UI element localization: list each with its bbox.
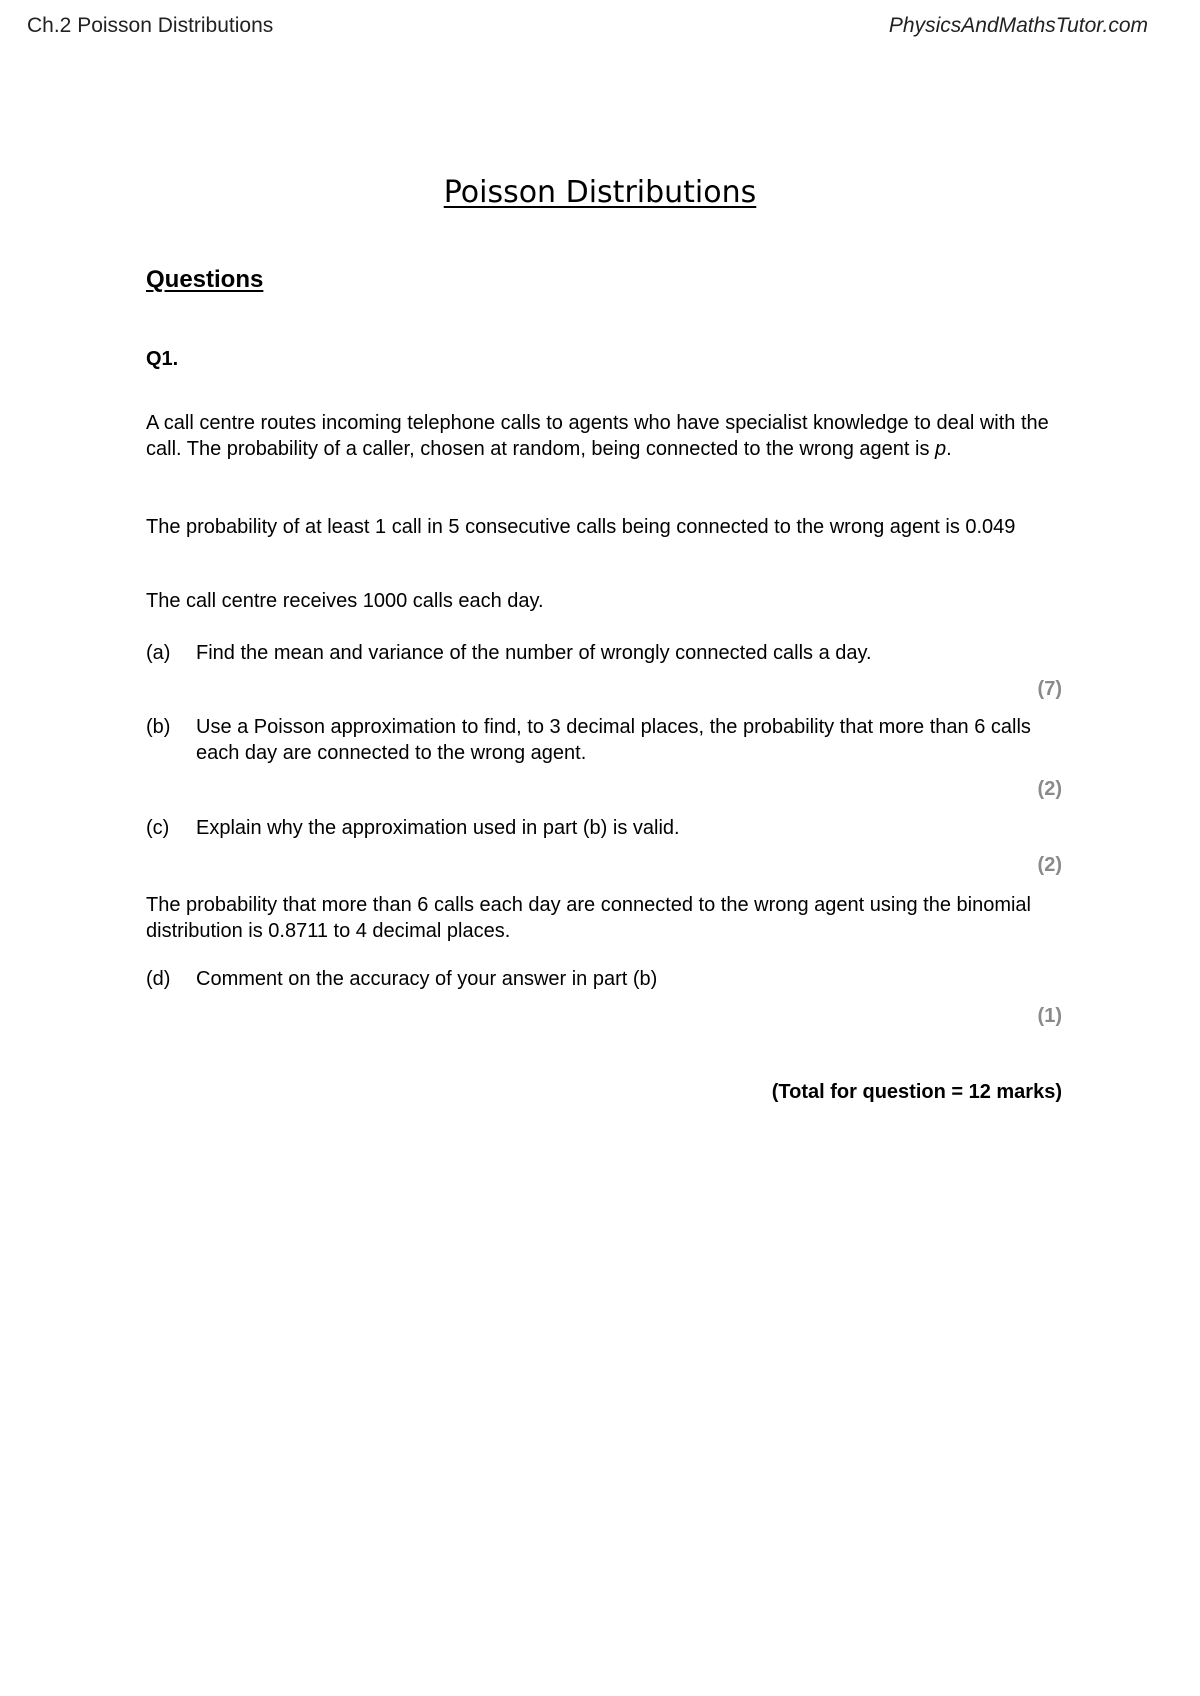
header-site-name: PhysicsAndMathsTutor.com <box>888 14 1148 37</box>
total-marks: (Total for question = 12 marks) <box>771 1081 1062 1103</box>
part-b-marks: (2) <box>1037 778 1062 800</box>
part-b <box>146 714 1066 766</box>
part-a-marks: (7) <box>1037 678 1062 700</box>
binomial-info-paragraph: The probability that more than 6 calls each day are connected to the wrong agent using the binomial distribution is 0.8711 to 4 decimal places. <box>146 894 1031 942</box>
intro-variable: p <box>935 438 947 460</box>
intro-period: . <box>946 438 952 460</box>
part-d-marks: (1) <box>1037 1005 1062 1027</box>
question-context-paragraph: The call centre receives 1000 calls each day. <box>146 590 544 612</box>
page-title: Poisson Distributions <box>443 175 757 210</box>
part-b-text: Use a Poisson approximation to find, to 3 decimal places, the probability that more than 6 calls each day are connected to the wrong agent. <box>196 716 1031 764</box>
part-d <box>146 966 1066 992</box>
intro-text: A call centre routes incoming telephone calls to agents who have specialist knowledge to deal with the call. The probability of a caller, chosen at random, being connected to the wrong agent is <box>146 412 1049 460</box>
question-intro-paragraph <box>146 410 1066 462</box>
part-d-text: Comment on the accuracy of your answer in part (b) <box>196 968 658 990</box>
question-number: Q1. <box>146 348 179 370</box>
part-c-label: (c) <box>146 817 170 839</box>
part-c-text: Explain why the approximation used in part (b) is valid. <box>196 817 680 839</box>
part-a-label: (a) <box>146 642 171 664</box>
part-a <box>146 640 1066 666</box>
question-condition-paragraph: The probability of at least 1 call in 5 consecutive calls being connected to the wrong agent is 0.049 <box>146 516 1016 538</box>
header-chapter-label: Ch.2 Poisson Distributions <box>27 14 274 37</box>
part-d-label: (d) <box>146 968 171 990</box>
part-b-label: (b) <box>146 716 171 738</box>
part-c-marks: (2) <box>1037 854 1062 876</box>
part-a-text: Find the mean and variance of the number of wrongly connected calls a day. <box>196 642 872 664</box>
section-heading: Questions <box>146 266 264 293</box>
part-c <box>146 815 1066 841</box>
